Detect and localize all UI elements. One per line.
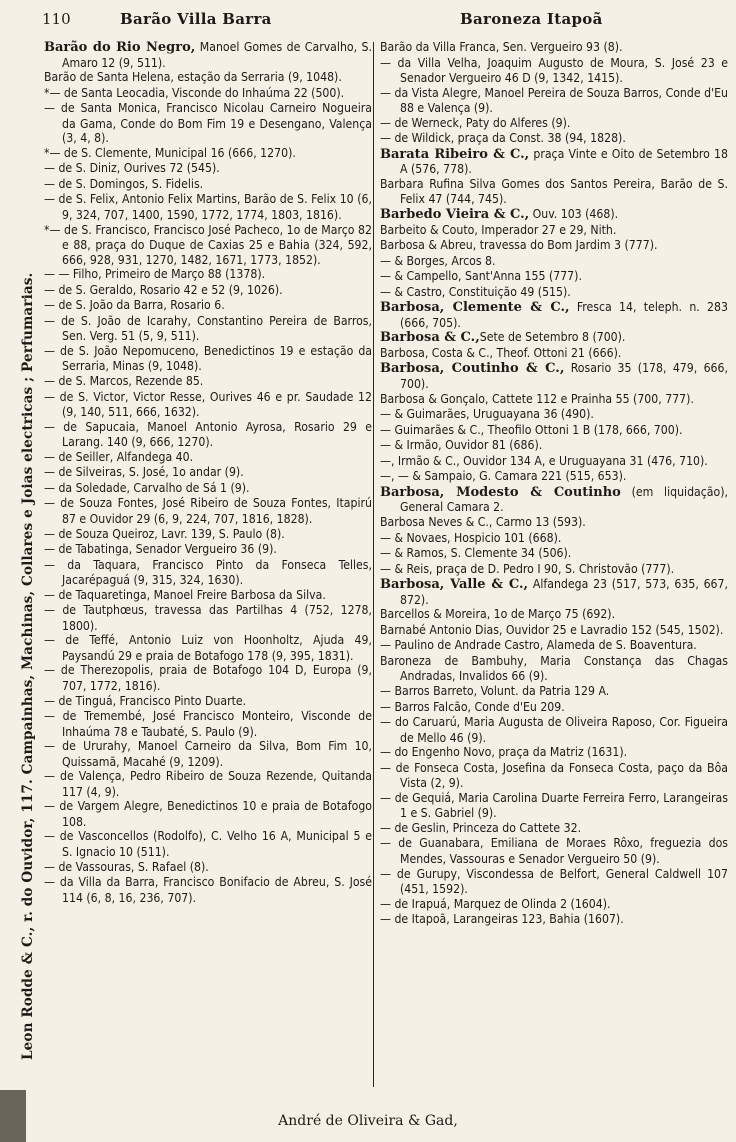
directory-entry (44, 374, 372, 390)
entry-text: — de S. Geraldo, Rosario 42 e 52 (9, 1026). (44, 282, 283, 297)
column-divider (373, 42, 374, 1087)
directory-entry (380, 654, 728, 684)
directory-entry (44, 267, 372, 283)
entry-text: — de Geslin, Princeza do Cattete 32. (380, 820, 582, 835)
directory-entry (44, 344, 372, 374)
entry-text: — de Vargem Alegre, Benedictinos 10 e praia de Botafogo 108. (44, 799, 372, 829)
directory-entry (380, 791, 728, 821)
entry-text: — de S. Marcos, Rezende 85. (44, 374, 204, 389)
directory-entry (44, 314, 372, 344)
entry-text: Alfandega 23 (517, 573, 635, 667, 872). (400, 577, 728, 607)
entry-text: — de Itapoã, Larangeiras 123, Bahia (1607). (380, 912, 624, 927)
entry-text: Barão da Villa Franca, Sen. Vergueiro 93 (8). (380, 40, 623, 54)
entry-text: — de Taquaretinga, Manoel Freire Barbosa da Silva. (44, 587, 326, 602)
directory-entry (44, 860, 372, 876)
directory-entry (380, 269, 728, 285)
entry-text: — de Teffé, Antonio Luiz von Hoonholtz, Ajuda 49, Paysandú 29 e praia de Botafogo 178 (9, 395, 1831). (44, 633, 372, 663)
entry-text: —, Irmão & C., Ouvidor 134 A, e Uruguayana 31 (476, 710). (380, 453, 708, 468)
directory-entry (44, 588, 372, 604)
directory-entry (380, 285, 728, 301)
entry-bold-name: Barbosa & C., (380, 330, 480, 346)
entry-text: — de S. João de Icarahy, Constantino Pereira de Barros, Sen. Verg. 51 (5, 9, 511). (44, 313, 372, 344)
entry-text: — de Silveiras, S. José, 1o andar (9). (44, 465, 244, 480)
directory-entry (380, 546, 728, 562)
entry-text: — — Filho, Primeiro de Março 88 (1378). (44, 267, 266, 282)
sidebar-advertisement-text: Leon Rodde & C., r. do Ouvidor, 117. Campainhas, Machinas, Collares e Joias electricas ; Perfumarias. (20, 272, 36, 1060)
directory-entry (44, 739, 372, 769)
directory-entry (44, 875, 372, 905)
entry-text: — de Vasconcellos (Rodolfo), C. Velho 16 A, Municipal 5 e S. Ignacio 10 (511). (44, 829, 372, 859)
directory-entry (380, 715, 728, 745)
directory-entry (44, 177, 372, 193)
directory-entry (44, 450, 372, 466)
directory-entry (380, 607, 728, 623)
entry-text: Barão de Santa Helena, estação da Serraria (9, 1048). (44, 70, 342, 85)
entry-text: Barbosa & Gonçalo, Cattete 112 e Prainha 55 (700, 777). (380, 391, 694, 406)
sidebar-advertisement (6, 100, 34, 1060)
directory-entry (380, 623, 728, 639)
entry-text: — de S. Domingos, S. Fidelis. (44, 176, 204, 191)
entry-text: — & Guimarães, Uruguayana 36 (490). (380, 407, 594, 422)
entry-text: — do Caruarú, Maria Augusta de Oliveira Raposo, Cor. Figueira de Mello 46 (9). (380, 715, 728, 745)
directory-entry (380, 836, 728, 866)
directory-entry (380, 346, 728, 362)
directory-entry (44, 799, 372, 829)
entry-text: — de Irapuá, Marquez de Olinda 2 (1604). (380, 896, 611, 911)
directory-entry (44, 603, 372, 633)
directory-entry (380, 485, 728, 515)
directory-entry (380, 700, 728, 716)
directory-entry (44, 542, 372, 558)
entry-bold-name: Barbosa, Valle & C., (380, 577, 529, 593)
entry-text: — de Gurupy, Viscondessa de Belfort, General Caldwell 107 (451, 1592). (380, 866, 728, 897)
directory-entry (380, 116, 728, 132)
directory-entry (380, 86, 728, 116)
entry-text: — de Ururahy, Manoel Carneiro da Silva, Bom Fim 10, Quissamã, Macahé (9, 1209). (44, 739, 372, 769)
directory-entry (44, 709, 372, 739)
directory-entry (380, 438, 728, 454)
entry-text: — do Engenho Novo, praça da Matriz (1631). (380, 745, 628, 760)
entry-text: — de S. João da Barra, Rosario 6. (44, 298, 225, 313)
directory-entry (380, 745, 728, 761)
entry-text: Rosario 35 (178, 479, 666, 700). (400, 361, 728, 392)
directory-entry (44, 390, 372, 420)
directory-entry (380, 254, 728, 270)
entry-text: — de S. Felix, Antonio Felix Martins, Barão de S. Felix 10 (6, 9, 324, 707, 1400, 1590, 1772, 1774, 1803, 1816). (44, 192, 372, 223)
entry-text: Barbosa & Abreu, travessa do Bom Jardim 3 (777). (380, 238, 658, 253)
directory-entry (380, 56, 728, 86)
entry-text: — de S. João Nepomuceno, Benedictinos 19 e estação da Serraria, Minas (9, 1048). (44, 343, 372, 374)
entry-text: — de S. Diniz, Ourives 72 (545). (44, 161, 220, 176)
directory-entry (380, 361, 728, 391)
page-edge-damage (0, 1090, 26, 1142)
entry-bold-name: Barbosa, Clemente & C., (380, 300, 570, 316)
left-column (44, 40, 372, 905)
entry-text: — de Sapucaia, Manoel Antonio Ayrosa, Rosario 29 e Larang. 140 (9, 666, 1270). (44, 419, 372, 450)
directory-entry (380, 638, 728, 654)
directory-entry (380, 407, 728, 423)
directory-entry (44, 496, 372, 526)
directory-entry (380, 330, 728, 346)
entry-text: Sete de Setembro 8 (700). (479, 330, 626, 345)
directory-entry (44, 633, 372, 663)
directory-entry (44, 161, 372, 177)
directory-entry (380, 515, 728, 531)
entry-text: — de S. Victor, Victor Resse, Ourives 46 e pr. Saudade 12 (9, 140, 511, 666, 1632). (44, 389, 372, 420)
entry-text: — de Souza Fontes, José Ribeiro de Souza Fontes, Itapirú 87 e Ouvidor 29 (6, 9, 224, 707, 1816, 1828). (44, 496, 372, 526)
entry-text: — Guimarães & C., Theofilo Ottoni 1 B (178, 666, 700). (380, 422, 683, 437)
directory-entry (380, 761, 728, 791)
directory-entry (44, 86, 372, 102)
entry-text: praça Vinte e Oito de Setembro 18 A (576, 778). (400, 146, 728, 177)
directory-entry (44, 558, 372, 588)
directory-entry (380, 392, 728, 408)
running-head-left: Barão Villa Barra (120, 10, 272, 28)
entry-text: Baroneza de Bambuhy, Maria Constança das Chagas Andradas, Invalidos 66 (9). (380, 653, 728, 684)
directory-entry (380, 821, 728, 837)
entry-text: Barbara Rufina Silva Gomes dos Santos Pereira, Barão de S. Felix 47 (744, 745). (380, 176, 728, 207)
directory-entry (380, 867, 728, 897)
directory-entry (44, 223, 372, 268)
directory-entry (44, 283, 372, 299)
entry-text: — de Valença, Pedro Ribeiro de Souza Rezende, Quitanda 117 (4, 9). (44, 769, 372, 799)
entry-text: — da Villa Velha, Joaquim Augusto de Moura, S. José 23 e Senador Vergueiro 46 D (9, 1342, 1415). (380, 55, 728, 86)
directory-entry (380, 300, 728, 330)
directory-entry (44, 829, 372, 859)
directory-entry (380, 577, 728, 607)
directory-entry (44, 146, 372, 162)
entry-text: — da Vista Alegre, Manoel Pereira de Souza Barros, Conde d'Eu 88 e Valença (9). (380, 85, 728, 116)
entry-text: — de Wildick, praça da Const. 38 (94, 1828). (380, 131, 626, 146)
entry-text: Barbeito & Couto, Imperador 27 e 29, Nith. (380, 222, 617, 237)
entry-text: — de Tabatinga, Senador Vergueiro 36 (9). (44, 542, 277, 557)
entry-text: — Barros Barreto, Volunt. da Patria 129 A. (380, 683, 610, 698)
entry-text: — & Castro, Constituição 49 (515). (380, 284, 571, 299)
entry-text: — & Campello, Sant'Anna 155 (777). (380, 269, 582, 284)
directory-entry (380, 131, 728, 147)
directory-entry (380, 562, 728, 578)
entry-text: — de Tautphœus, travessa das Partilhas 4 (752, 1278, 1800). (44, 603, 372, 633)
directory-entry (380, 684, 728, 700)
directory-entry (380, 207, 728, 223)
entry-bold-name: Barata Ribeiro & C., (380, 146, 530, 162)
directory-entry (44, 481, 372, 497)
entry-text: — da Taquara, Francisco Pinto da Fonseca Telles, Jacarépaguá (9, 315, 324, 1630). (44, 557, 372, 588)
entry-text: — & Ramos, S. Clemente 34 (506). (380, 546, 572, 561)
directory-entry (44, 70, 372, 86)
entry-text: Barbosa, Costa & C., Theof. Ottoni 21 (666). (380, 345, 622, 360)
entry-text: — de Souza Queiroz, Lavr. 139, S. Paulo (8). (44, 526, 285, 541)
directory-entry (380, 147, 728, 177)
directory-entry (380, 912, 728, 928)
entry-text: — de Werneck, Paty do Alferes (9). (380, 115, 571, 130)
directory-entry (44, 769, 372, 799)
directory-entry (380, 423, 728, 439)
entry-text: — de Tinguá, Francisco Pinto Duarte. (44, 693, 247, 708)
directory-entry (380, 469, 728, 485)
entry-text: — de Santa Monica, Francisco Nicolau Carneiro Nogueira da Gama, Conde do Bom Fim 19 e Desengano, Valença (3, 4, 8). (44, 101, 372, 146)
entry-bold-name: Barbedo Vieira & C., (380, 207, 530, 223)
page-footer: André de Oliveira & Gad, (278, 1113, 458, 1129)
entry-text: Barbosa Neves & C., Carmo 13 (593). (380, 514, 586, 529)
entry-text: Barcellos & Moreira, 1o de Março 75 (692). (380, 607, 616, 622)
directory-entry (380, 897, 728, 913)
directory-entry (44, 663, 372, 693)
entry-text: Manoel Gomes de Carvalho, S. Amaro 12 (9, 511). (62, 40, 372, 70)
directory-entry (44, 420, 372, 450)
entry-text: — de Guanabara, Emiliana de Moraes Rôxo, freguezia dos Mendes, Vassouras e Senador Vergueiro 50 (9). (380, 836, 728, 866)
entry-text: — de Gequiá, Maria Carolina Duarte Ferreira Ferro, Larangeiras 1 e S. Gabriel (9). (380, 790, 728, 821)
entry-text: — de Tremembé, José Francisco Monteiro, Visconde de Inhaúma 78 e Taubaté, S. Paulo (9). (44, 709, 372, 739)
entry-text: — de Seiller, Alfandega 40. (44, 449, 194, 464)
directory-entry (44, 527, 372, 543)
page-header (40, 8, 730, 32)
entry-bold-name: Barão do Rio Negro, (44, 40, 196, 55)
entry-text: — Paulino de Andrade Castro, Alameda de S. Boaventura. (380, 638, 697, 653)
running-head-right: Baroneza Itapoã (460, 10, 603, 28)
directory-entry (380, 454, 728, 470)
directory-entry (380, 40, 728, 56)
directory-entry (44, 694, 372, 710)
entry-bold-name: Barbosa, Modesto & Coutinho (380, 484, 621, 500)
entry-text: *— de Santa Leocadia, Visconde do Inhaúma 22 (500). (44, 85, 345, 100)
directory-entry (380, 223, 728, 239)
entry-text: — & Novaes, Hospicio 101 (668). (380, 530, 562, 545)
entry-text: *— de S. Clemente, Municipal 16 (666, 1270). (44, 145, 296, 160)
directory-entry (44, 192, 372, 222)
entry-text: Ouv. 103 (468). (529, 207, 619, 222)
entry-text: — & Reis, praça de D. Pedro I 90, S. Christovão (777). (380, 561, 675, 576)
directory-entry (380, 177, 728, 207)
entry-text: — de Therezopolis, praia de Botafogo 104 D, Europa (9, 707, 1772, 1816). (44, 663, 372, 693)
directory-entry (44, 101, 372, 146)
entry-text: — Barros Falcão, Conde d'Eu 209. (380, 699, 565, 714)
entry-text: *— de S. Francisco, Francisco José Pacheco, 1o de Março 82 e 88, praça do Duque de Caxias 25 e Bahia (324, 592, 666, 928, 931, 1270, 1482, 1671, 1773, 1852). (44, 222, 372, 267)
entry-text: — & Irmão, Ouvidor 81 (686). (380, 438, 543, 453)
entry-text: — & Borges, Arcos 8. (380, 253, 496, 268)
entry-text: — da Soledade, Carvalho de Sá 1 (9). (44, 480, 250, 495)
entry-text: —, — & Sampaio, G. Camara 221 (515, 653). (380, 469, 627, 484)
entry-bold-name: Barbosa, Coutinho & C., (380, 361, 565, 377)
page-number: 110 (42, 10, 71, 28)
directory-entry (44, 40, 372, 70)
directory-entry (44, 298, 372, 314)
directory-entry (44, 465, 372, 481)
directory-entry (380, 531, 728, 547)
entry-text: — da Villa da Barra, Francisco Bonifacio de Abreu, S. José 114 (6, 8, 16, 236, 707). (44, 875, 372, 905)
entry-text: Barnabé Antonio Dias, Ouvidor 25 e Lavradio 152 (545, 1502). (380, 622, 724, 637)
entry-text: — de Vassouras, S. Rafael (8). (44, 859, 209, 874)
right-column (380, 40, 728, 928)
entry-text: — de Fonseca Costa, Josefina da Fonseca Costa, paço da Bôa Vista (2, 9). (380, 760, 728, 791)
entry-text: Fresca 14, teleph. n. 283 (666, 705). (400, 300, 728, 330)
entry-text: (em liquidação), General Camara 2. (400, 484, 728, 515)
directory-entry (380, 238, 728, 254)
